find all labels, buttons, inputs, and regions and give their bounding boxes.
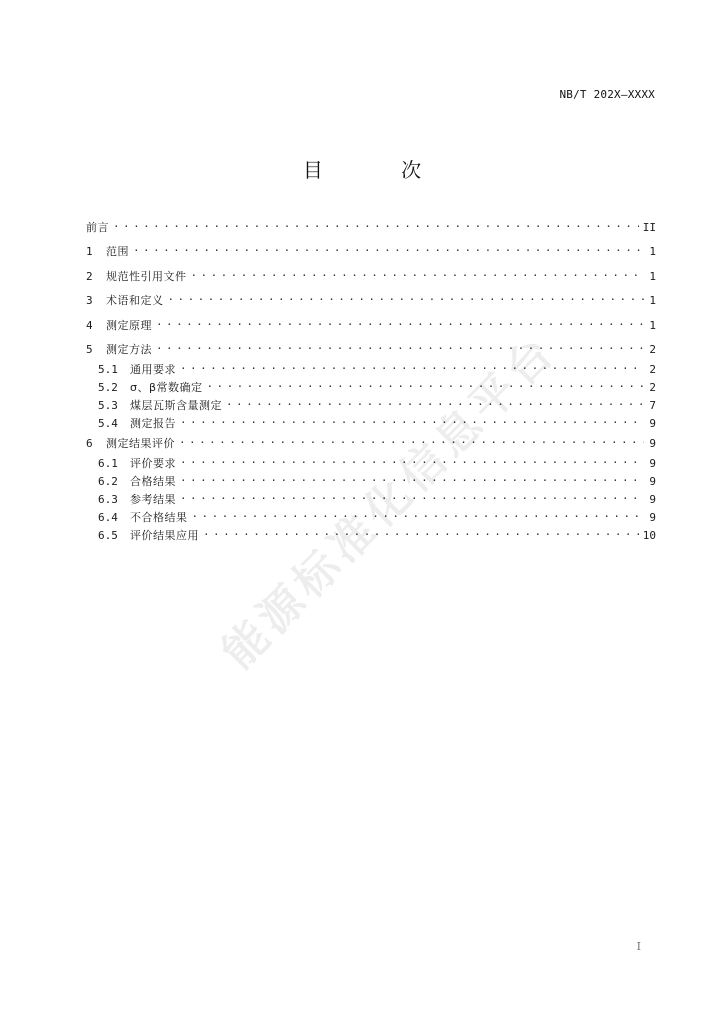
toc-leader-dots: [179, 435, 644, 447]
toc-entry-number: 5.3: [98, 399, 118, 412]
toc-entry-number: 6.4: [98, 511, 118, 524]
toc-entry-5-4[interactable]: [86, 415, 656, 435]
toc-entry-page: 1: [649, 294, 656, 307]
watermark-text: 能源标准化信息平台: [212, 324, 568, 679]
table-of-contents: [86, 219, 656, 545]
toc-leader-dots: [192, 509, 645, 521]
toc-entry-label: 参考结果: [130, 493, 176, 506]
toc-entry-label: 规范性引用文件: [106, 269, 187, 283]
toc-entry-page: 9: [649, 475, 656, 488]
toc-entry-page: 9: [649, 437, 656, 450]
toc-leader-dots: [113, 219, 639, 231]
toc-entry-6-1[interactable]: [86, 455, 656, 473]
toc-entry-label: 煤层瓦斯含量测定: [130, 399, 222, 412]
toc-leader-dots: [156, 317, 644, 329]
toc-leader-dots: [168, 292, 645, 304]
page-title: 目 次: [302, 158, 458, 182]
toc-entry-label: σ、β常数确定: [130, 381, 203, 394]
toc-entry-page: 2: [649, 363, 656, 376]
toc-entry-5[interactable]: [86, 341, 656, 361]
toc-entry-label: 通用要求: [130, 363, 176, 376]
toc-entry-page: 1: [649, 318, 656, 332]
toc-entry-6-4[interactable]: [86, 509, 656, 527]
toc-entry-number: 6: [86, 437, 93, 450]
toc-leader-dots: [180, 473, 644, 485]
toc-entry-number: 4: [86, 318, 93, 332]
toc-leader-dots: [207, 379, 645, 391]
toc-entry-label: 测定方法: [106, 343, 152, 356]
toc-entry-number: 3: [86, 294, 93, 307]
toc-entry-label: 术语和定义: [106, 294, 164, 307]
toc-entry-page: 1: [649, 269, 656, 283]
toc-entry-6-2[interactable]: [86, 473, 656, 491]
toc-entry-label: 测定报告: [130, 417, 176, 430]
toc-entry-foreword[interactable]: [86, 219, 656, 243]
toc-entry-page: 9: [649, 511, 656, 524]
toc-entry-number: 5: [86, 343, 93, 356]
document-code: NB/T 202X—XXXX: [559, 88, 655, 101]
toc-leader-dots: [133, 243, 644, 255]
toc-entry-number: 6.1: [98, 457, 118, 470]
toc-entry-page: 9: [649, 417, 656, 430]
toc-entry-label: 合格结果: [130, 475, 176, 488]
toc-entry-page: 10: [642, 529, 656, 542]
toc-entry-page: 2: [649, 381, 656, 394]
toc-entry-6-5[interactable]: [86, 527, 656, 545]
toc-entry-label: 测定原理: [106, 318, 152, 332]
toc-entry-label: 前言: [86, 221, 109, 234]
toc-entry-number: 6.3: [98, 493, 118, 506]
toc-entry-label: 范围: [106, 245, 129, 258]
toc-leader-dots: [180, 415, 644, 427]
toc-leader-dots: [156, 341, 644, 353]
toc-entry-page: 1: [649, 245, 656, 258]
toc-entry-page: II: [642, 221, 656, 234]
toc-entry-5-1[interactable]: [86, 361, 656, 379]
toc-entry-number: 5.4: [98, 417, 118, 430]
toc-entry-number: 6.5: [98, 529, 118, 542]
toc-entry-page: 9: [649, 457, 656, 470]
toc-entry-label: 不合格结果: [130, 511, 188, 524]
toc-entry-page: 7: [649, 399, 656, 412]
toc-entry-number: 5.2: [98, 381, 118, 394]
toc-leader-dots: [226, 397, 644, 409]
toc-entry-6-3[interactable]: [86, 491, 656, 509]
toc-entry-1[interactable]: [86, 243, 656, 268]
toc-entry-page: 9: [649, 493, 656, 506]
toc-entry-number: 5.1: [98, 363, 118, 376]
toc-entry-label: 评价结果应用: [130, 529, 199, 542]
toc-leader-dots: [191, 268, 645, 280]
toc-entry-number: 6.2: [98, 475, 118, 488]
toc-leader-dots: [180, 455, 644, 467]
toc-entry-number: 2: [86, 269, 93, 283]
toc-entry-3[interactable]: [86, 292, 656, 317]
toc-leader-dots: [180, 361, 644, 373]
toc-entry-label: 评价要求: [130, 457, 176, 470]
toc-leader-dots: [180, 491, 644, 503]
toc-leader-dots: [203, 527, 639, 539]
toc-entry-5-2[interactable]: [86, 379, 656, 397]
toc-entry-5-3[interactable]: [86, 397, 656, 415]
toc-entry-number: 1: [86, 245, 93, 258]
toc-entry-2[interactable]: [86, 268, 656, 293]
toc-entry-page: 2: [649, 343, 656, 356]
page-number: I: [636, 940, 641, 953]
toc-entry-6[interactable]: [86, 435, 656, 455]
toc-entry-label: 测定结果评价: [106, 437, 175, 450]
toc-entry-4[interactable]: [86, 317, 656, 342]
